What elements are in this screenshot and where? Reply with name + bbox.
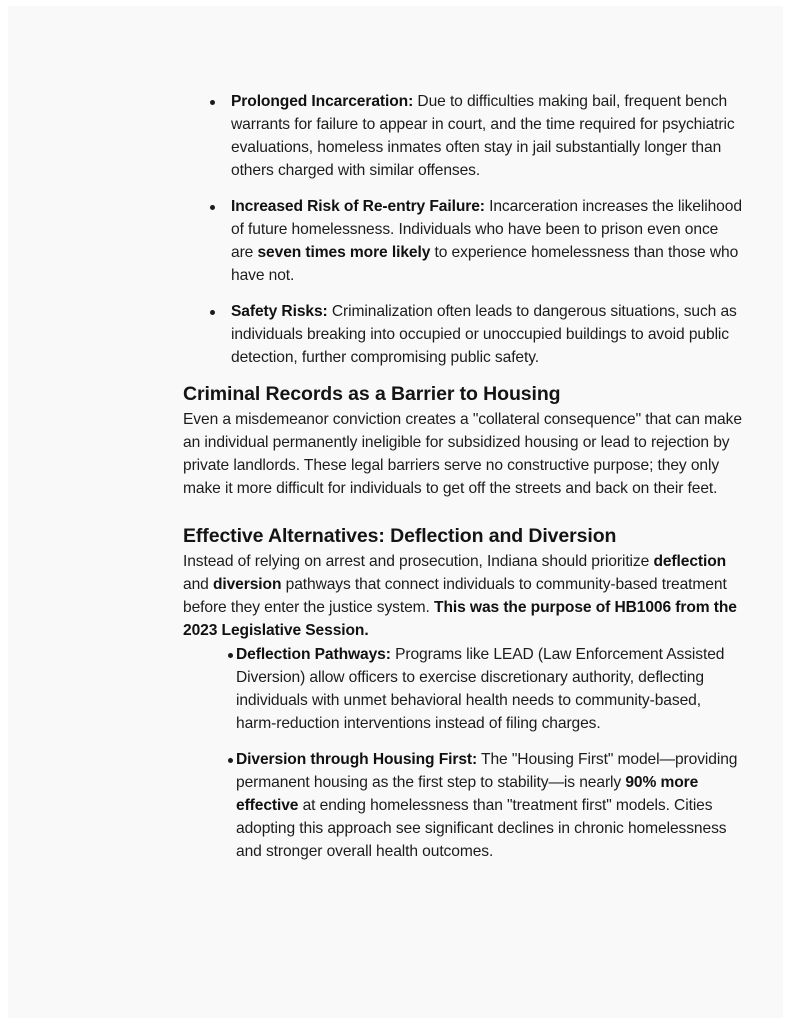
bullet-icon xyxy=(210,205,215,210)
body-text: and xyxy=(183,576,213,593)
list-item-text: The "Housing First" model—providing permanent housing as the first step to stability—is nearly xyxy=(236,751,738,791)
list-item-emphasis: 90% more effective xyxy=(236,774,699,814)
emphasis-deflection: deflection xyxy=(653,553,727,570)
list-item-text: Programs like LEAD (Law Enforcement Assisted Diversion) allow officers to exercise discretionary authority, deflecting individuals with unmet behavioral health needs to community-based, harm-reduction interventions instead of filing charges. xyxy=(236,646,725,732)
list-item-deflection-pathways xyxy=(203,643,743,735)
list-item-reentry-failure xyxy=(183,195,743,287)
consequences-list xyxy=(183,90,743,369)
list-item-term: Deflection Pathways: xyxy=(236,646,391,663)
document-content xyxy=(183,90,743,876)
body-text: pathways that connect individuals to community-based treatment before they enter the justice system. xyxy=(183,576,727,616)
list-item-text: Due to difficulties making bail, frequent bench warrants for failure to appear in court, and the time required for psychiatric evaluations, homeless inmates often stay in jail substantially longer than others charged with similar offenses. xyxy=(231,93,735,179)
list-item-text: at ending homelessness than "treatment first" models. Cities adopting this approach see significant declines in chronic homelessness and stronger overall health outcomes. xyxy=(236,797,727,860)
section-heading-effective-alternatives xyxy=(183,524,743,549)
emphasis-diversion: diversion xyxy=(212,576,282,593)
bullet-icon xyxy=(210,100,215,105)
list-item-term: Diversion through Housing First: xyxy=(236,751,478,768)
heading-text: Effective Alternatives: Deflection and Diversion xyxy=(183,525,617,547)
list-item-text: Incarceration increases the likelihood of future homelessness. Individuals who have been to prison even once are xyxy=(231,198,742,261)
list-item-text: Criminalization often leads to dangerous situations, such as individuals breaking into occupied or unoccupied buildings to avoid public detection, further compromising public safety. xyxy=(231,303,737,366)
emphasis-hb1006: This was the purpose of HB1006 from the 2023 Legislative Session. xyxy=(183,599,737,639)
list-item-text: to experience homelessness than those who have not. xyxy=(231,244,739,284)
body-text: Instead of relying on arrest and prosecution, Indiana should prioritize xyxy=(183,553,654,570)
list-item-emphasis: seven times more likely xyxy=(257,244,431,261)
list-item-prolonged-incarceration xyxy=(183,90,743,182)
bullet-icon xyxy=(210,310,215,315)
section-heading-criminal-records: Criminal Records as a Barrier to Housing xyxy=(183,383,561,405)
list-item-term: Increased Risk of Re-entry Failure: xyxy=(231,198,485,215)
list-item-safety-risks xyxy=(183,300,743,369)
bullet-icon xyxy=(228,758,233,763)
section-body-effective-alternatives xyxy=(183,550,743,642)
alternatives-list xyxy=(183,643,743,863)
list-item-housing-first xyxy=(203,748,743,863)
list-item-term: Prolonged Incarceration: xyxy=(231,93,414,110)
bullet-icon xyxy=(228,653,233,658)
document-page xyxy=(8,6,783,1018)
section-body-criminal-records: Even a misdemeanor conviction creates a "collateral consequence" that can make an individual permanently ineligible for subsidized housing or lead to rejection by private landlords. These legal barriers serve no constructive purpose; they only make it more difficult for individuals to get off the streets and back on their feet. xyxy=(183,411,742,497)
list-item-term: Safety Risks: xyxy=(231,303,328,320)
